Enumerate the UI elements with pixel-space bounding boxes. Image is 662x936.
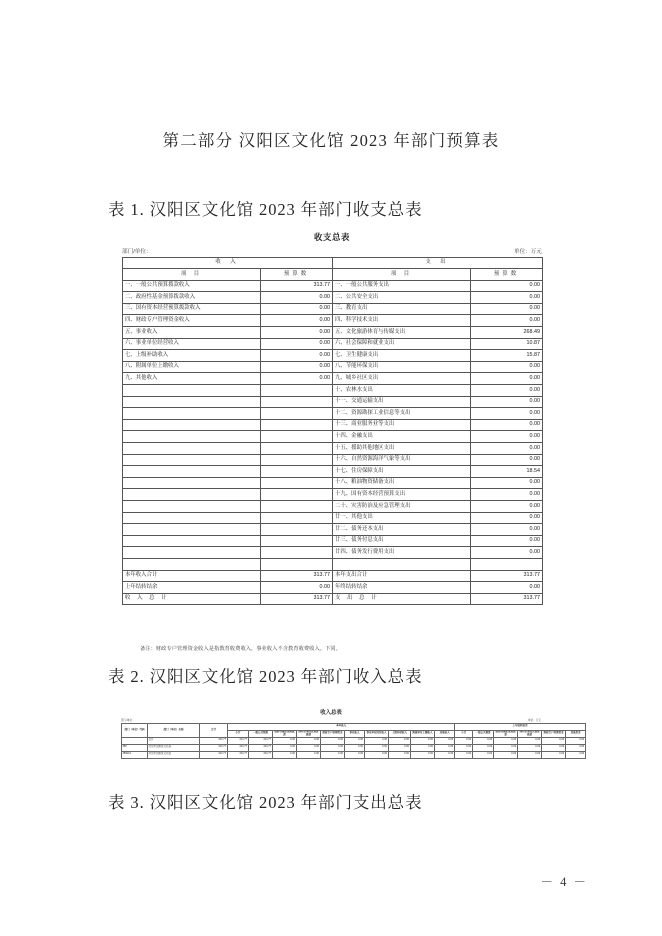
- expend-carry-value: 0.00: [471, 582, 543, 594]
- expend-item-value: 0.00: [471, 454, 543, 466]
- amount-cell: 0.00: [273, 751, 297, 758]
- spacer-cell: [261, 558, 333, 570]
- table-row: [123, 292, 543, 304]
- table-1-column-header-row: [123, 269, 543, 281]
- group-header-expend: 支 出: [333, 257, 543, 269]
- table-row: [123, 361, 543, 373]
- income-item-empty: [123, 489, 261, 501]
- expend-item-value: 0.00: [471, 477, 543, 489]
- income-year-total-label: 本年收入合计: [123, 570, 261, 582]
- income-item-value: 0.00: [261, 303, 333, 315]
- amount-cell: 0.00: [345, 751, 365, 758]
- amount-cell: 0.00: [494, 744, 518, 751]
- expend-item-label: 一、一般公共服务支出: [333, 280, 471, 292]
- col-header-income-budget: 预算数: [261, 269, 333, 281]
- expend-year-total-label: 本年支出合计: [333, 570, 471, 582]
- table-row: [123, 443, 543, 455]
- table-2-header-row-1: [122, 723, 586, 730]
- income-value-empty: [261, 535, 333, 547]
- income-value-empty: [261, 547, 333, 559]
- amount-cell: 313.77: [228, 744, 249, 751]
- expend-item-label: 廿三、债务付息支出: [333, 535, 471, 547]
- table-row: [123, 280, 543, 292]
- income-item-value: 0.00: [261, 361, 333, 373]
- expend-carry-label: 年终结转结余: [333, 582, 471, 594]
- expend-item-value: 0.00: [471, 443, 543, 455]
- amount-cell: 0.00: [566, 751, 586, 758]
- table-2-unit-label: 单位：万元: [528, 719, 541, 722]
- expend-item-label: 三、教育支出: [333, 303, 471, 315]
- income-item-empty: [123, 443, 261, 455]
- table-spacer-row: [123, 558, 543, 570]
- expend-item-label: 十六、自然资源海洋气象等支出: [333, 454, 471, 466]
- col-header-cur-general: 一般公共预算: [249, 730, 273, 737]
- table-row: [123, 327, 543, 339]
- income-item-label: 四、财政专户管理资金收入: [123, 315, 261, 327]
- income-item-label: 七、上级补助收入: [123, 350, 261, 362]
- expend-item-label: 二、公共安全支出: [333, 292, 471, 304]
- expend-item-value: 0.00: [471, 431, 543, 443]
- table-2-dept-label: 部门/单位：: [121, 719, 135, 722]
- page-title: 第二部分 汉阳区文化馆 2023 年部门预算表: [162, 131, 500, 150]
- col-header-carry-special-account: 财政专户管理资金: [542, 730, 566, 737]
- amount-cell: 0.00: [273, 744, 297, 751]
- col-header-cur-affiliate: 附属单位上缴收入: [411, 730, 435, 737]
- income-item-empty: [123, 500, 261, 512]
- income-value-empty: [261, 524, 333, 536]
- amount-cell: 0.00: [518, 744, 542, 751]
- expend-item-value: 0.00: [471, 361, 543, 373]
- income-value-empty: [261, 443, 333, 455]
- table-row: [123, 512, 543, 524]
- amount-cell: 0.00: [473, 751, 494, 758]
- col-header-cur-gov-fund: 政府性基金预算拨款: [274, 730, 295, 736]
- expend-item-label: 八、节能环保支出: [333, 361, 471, 373]
- col-header-expend-item: 项 目: [333, 269, 471, 281]
- expend-item-value: 0.00: [471, 373, 543, 385]
- table-row: [123, 466, 543, 478]
- amount-cell: 0.00: [518, 751, 542, 758]
- table-row: [123, 500, 543, 512]
- col-header-dept-code: 部门（单位）代码: [122, 723, 148, 737]
- amount-cell: 313.77: [228, 737, 249, 744]
- expend-item-value: 0.00: [471, 535, 543, 547]
- group-header-income: 收 入: [123, 257, 333, 269]
- amount-cell: 0.00: [542, 737, 566, 744]
- col-header-dept-name: 部门（单位）名称: [148, 723, 200, 737]
- expend-item-value: 0.00: [471, 385, 543, 397]
- heading-table-3: 表 3. 汉阳区文化馆 2023 年部门支出总表: [108, 793, 423, 812]
- income-summary-table: [121, 723, 586, 759]
- col-header-cur-state-capital: 国有资本经营预算拨款: [298, 730, 319, 736]
- col-header-cur-other: 其他收入: [435, 730, 455, 737]
- table-row: [123, 489, 543, 501]
- col-header-carry-gov-fund: 政府性基金预算拨款: [495, 730, 516, 736]
- amount-cell: 0.00: [542, 751, 566, 758]
- table-1-dept-label: 部门/单位：: [122, 249, 152, 255]
- income-item-value: 313.77: [261, 280, 333, 292]
- table-row: [123, 524, 543, 536]
- table-row: [122, 737, 586, 744]
- expend-item-value: 0.00: [471, 547, 543, 559]
- income-value-empty: [261, 466, 333, 478]
- amount-cell: 0.00: [297, 744, 321, 751]
- col-header-cur-superior: 上级补助收入: [389, 730, 411, 737]
- amount-cell: 313.77: [200, 751, 228, 758]
- amount-cell: 0.00: [566, 737, 586, 744]
- table-row: [123, 385, 543, 397]
- spacer-cell: [123, 558, 261, 570]
- col-header-cur-subtotal: 小计: [228, 730, 249, 737]
- page-number: － 4 －: [540, 875, 588, 889]
- income-value-empty: [261, 512, 333, 524]
- income-item-value: 0.00: [261, 327, 333, 339]
- col-header-total: 合计: [200, 723, 228, 737]
- table-row: [123, 477, 543, 489]
- amount-cell: 0.00: [435, 744, 455, 751]
- expend-item-label: 十二、资源勘探工业信息等支出: [333, 408, 471, 420]
- expend-item-label: 十一、交通运输支出: [333, 396, 471, 408]
- income-item-value: 0.00: [261, 315, 333, 327]
- amount-cell: 313.77: [249, 744, 273, 751]
- income-value-empty: [261, 419, 333, 431]
- table-row: [123, 315, 543, 327]
- table-2-block: [121, 708, 585, 759]
- table-row: [123, 338, 543, 350]
- table-row: [122, 751, 586, 758]
- income-item-empty: [123, 477, 261, 489]
- income-item-empty: [123, 408, 261, 420]
- table-1-caption: 收支总表: [314, 232, 350, 242]
- income-item-label: 三、国有资本经营预算拨款收入: [123, 303, 261, 315]
- expend-item-label: 五、文化旅游体育与传媒支出: [333, 327, 471, 339]
- table-row: [123, 547, 543, 559]
- income-item-value: 0.00: [261, 338, 333, 350]
- income-value-empty: [261, 396, 333, 408]
- amount-cell: 0.00: [542, 744, 566, 751]
- income-value-empty: [261, 489, 333, 501]
- income-value-empty: [261, 500, 333, 512]
- table-1-unit-label: 单位：万元: [514, 249, 542, 255]
- income-value-empty: [261, 454, 333, 466]
- expend-item-label: 廿二、债务还本支出: [333, 524, 471, 536]
- expend-item-label: 廿四、债务发行费用支出: [333, 547, 471, 559]
- expend-item-value: 0.00: [471, 419, 543, 431]
- income-item-empty: [123, 454, 261, 466]
- amount-cell: 0.00: [365, 744, 389, 751]
- budget-summary-table: [122, 257, 543, 606]
- col-header-carry-general: 一般公共预算: [473, 730, 494, 737]
- col-header-cur-career: 事业收入: [345, 730, 365, 737]
- income-value-empty: [261, 408, 333, 420]
- expend-item-label: 十四、金融支出: [333, 431, 471, 443]
- expend-item-label: 九、城乡社区支出: [333, 373, 471, 385]
- table-row: [123, 431, 543, 443]
- table-1-unit-line: [122, 247, 542, 255]
- income-year-total-value: 313.77: [261, 570, 333, 582]
- expend-item-label: 七、卫生健康支出: [333, 350, 471, 362]
- table-2-caption: 收入总表: [320, 710, 342, 716]
- expend-item-value: 0.00: [471, 292, 543, 304]
- table-2-unit-line: [121, 718, 541, 722]
- expend-item-label: 六、社会保障和就业支出: [333, 338, 471, 350]
- expend-grand-total-value: 313.77: [471, 593, 543, 605]
- income-item-empty: [123, 524, 261, 536]
- income-carry-value: 0.00: [261, 582, 333, 594]
- income-item-label: 八、附属单位上缴收入: [123, 361, 261, 373]
- amount-cell: 0.00: [365, 737, 389, 744]
- expend-item-value: 0.00: [471, 280, 543, 292]
- income-item-label: 五、事业收入: [123, 327, 261, 339]
- amount-cell: 0.00: [455, 737, 473, 744]
- income-item-label: 一、一般公共预算拨款收入: [123, 280, 261, 292]
- expend-item-value: 268.49: [471, 327, 543, 339]
- income-item-empty: [123, 535, 261, 547]
- amount-cell: 0.00: [321, 751, 345, 758]
- amount-cell: 0.00: [273, 737, 297, 744]
- income-item-label: 六、事业单位经营收入: [123, 338, 261, 350]
- table-row: [122, 744, 586, 751]
- income-item-empty: [123, 466, 261, 478]
- expend-item-value: 10.87: [471, 338, 543, 350]
- expend-item-label: 十三、商业服务业等支出: [333, 419, 471, 431]
- amount-cell: 313.77: [249, 737, 273, 744]
- dept-code-cell: 359001: [122, 751, 148, 758]
- amount-cell: 0.00: [411, 744, 435, 751]
- amount-cell: 0.00: [473, 744, 494, 751]
- dept-code-cell: [122, 737, 148, 744]
- col-header-carry-subtotal: 小计: [455, 730, 473, 737]
- table-row: [123, 303, 543, 315]
- expend-item-value: 0.00: [471, 396, 543, 408]
- amount-cell: 0.00: [365, 751, 389, 758]
- expend-item-label: 廿一、其他支出: [333, 512, 471, 524]
- amount-cell: 0.00: [566, 744, 586, 751]
- table-1-group-header-row: [123, 257, 543, 269]
- income-carry-label: 上年结转结余: [123, 582, 261, 594]
- expend-item-value: 0.00: [471, 489, 543, 501]
- col-header-income-item: 项 目: [123, 269, 261, 281]
- amount-cell: 0.00: [411, 751, 435, 758]
- group-header-current-income: 本年收入: [228, 723, 455, 730]
- amount-cell: 0.00: [389, 744, 411, 751]
- expend-item-value: 0.00: [471, 303, 543, 315]
- table-row: [123, 373, 543, 385]
- expend-item-value: 18.54: [471, 466, 543, 478]
- expend-year-total-value: 313.77: [471, 570, 543, 582]
- expend-item-value: 0.00: [471, 500, 543, 512]
- table-1-block: [122, 231, 542, 605]
- table-row: [123, 350, 543, 362]
- expend-item-value: 0.00: [471, 512, 543, 524]
- group-header-carryover: 上年结转结余: [455, 723, 586, 730]
- table-1-note: 备注：财政专户管理资金收入是指教育收费收入，事业收入不含教育收费收入。下同。: [140, 646, 341, 652]
- spacer-cell: [333, 558, 471, 570]
- amount-cell: 0.00: [455, 744, 473, 751]
- expend-item-label: 十、农林水支出: [333, 385, 471, 397]
- income-item-empty: [123, 396, 261, 408]
- amount-cell: 0.00: [411, 737, 435, 744]
- table-row: [123, 396, 543, 408]
- income-item-empty: [123, 385, 261, 397]
- expend-item-value: 0.00: [471, 408, 543, 420]
- income-value-empty: [261, 431, 333, 443]
- amount-cell: 0.00: [297, 751, 321, 758]
- table-row: [123, 408, 543, 420]
- amount-cell: 313.77: [228, 751, 249, 758]
- amount-cell: 0.00: [435, 751, 455, 758]
- amount-cell: 0.00: [389, 737, 411, 744]
- table-row: [123, 454, 543, 466]
- income-value-empty: [261, 477, 333, 489]
- income-item-empty: [123, 431, 261, 443]
- expend-item-label: 二十、灾害防治及应急管理支出: [333, 500, 471, 512]
- amount-cell: 0.00: [345, 737, 365, 744]
- amount-cell: 0.00: [435, 737, 455, 744]
- dept-code-cell: 359: [122, 744, 148, 751]
- expend-item-label: 十九、国有资本经营预算支出: [333, 489, 471, 501]
- table-row: [123, 535, 543, 547]
- amount-cell: 0.00: [473, 737, 494, 744]
- income-item-value: 0.00: [261, 350, 333, 362]
- income-item-label: 二、政府性基金预算拨款收入: [123, 292, 261, 304]
- amount-cell: 0.00: [494, 737, 518, 744]
- table-row: [123, 419, 543, 431]
- income-item-empty: [123, 547, 261, 559]
- col-header-cur-special-account: 财政专户管理资金: [321, 730, 345, 737]
- dept-name-cell: 武汉市汉阳区文化局: [148, 744, 200, 751]
- income-item-label: 九、其他收入: [123, 373, 261, 385]
- expend-item-label: 四、科学技术支出: [333, 315, 471, 327]
- table-total-row: [123, 570, 543, 582]
- col-header-cur-career-operating: 事业单位经营收入: [365, 730, 389, 737]
- heading-table-2: 表 2. 汉阳区文化馆 2023 年部门收入总表: [108, 667, 423, 686]
- income-grand-total-label: 收 入 总 计: [123, 593, 261, 605]
- heading-table-1: 表 1. 汉阳区文化馆 2023 年部门收支总表: [108, 200, 423, 219]
- table-total-row: [123, 582, 543, 594]
- expend-item-value: 0.00: [471, 315, 543, 327]
- expend-item-label: 十八、粮油物资储备支出: [333, 477, 471, 489]
- expend-item-value: 0.00: [471, 524, 543, 536]
- amount-cell: 313.77: [200, 737, 228, 744]
- dept-name-cell: 合计: [148, 737, 200, 744]
- expend-item-value: 15.87: [471, 350, 543, 362]
- amount-cell: 0.00: [321, 737, 345, 744]
- col-header-expend-budget: 预算数: [471, 269, 543, 281]
- col-header-carry-other: 其他资金: [566, 730, 586, 737]
- income-item-empty: [123, 512, 261, 524]
- amount-cell: 313.77: [200, 744, 228, 751]
- amount-cell: 0.00: [494, 751, 518, 758]
- income-grand-total-value: 313.77: [261, 593, 333, 605]
- expend-item-label: 十五、援助其他地区支出: [333, 443, 471, 455]
- table-total-row: [123, 593, 543, 605]
- col-header-carry-state-capital: 国有资本经营预算拨款: [519, 730, 540, 736]
- dept-name-cell: 武汉市汉阳区文化馆: [148, 751, 200, 758]
- amount-cell: 313.77: [249, 751, 273, 758]
- expend-item-label: 十七、住房保障支出: [333, 466, 471, 478]
- income-item-empty: [123, 419, 261, 431]
- income-item-value: 0.00: [261, 292, 333, 304]
- expend-grand-total-label: 支 出 总 计: [333, 593, 471, 605]
- amount-cell: 0.00: [321, 744, 345, 751]
- amount-cell: 0.00: [518, 737, 542, 744]
- income-item-value: 0.00: [261, 373, 333, 385]
- spacer-cell: [471, 558, 543, 570]
- amount-cell: 0.00: [389, 751, 411, 758]
- income-value-empty: [261, 385, 333, 397]
- amount-cell: 0.00: [455, 751, 473, 758]
- amount-cell: 0.00: [345, 744, 365, 751]
- amount-cell: 0.00: [297, 737, 321, 744]
